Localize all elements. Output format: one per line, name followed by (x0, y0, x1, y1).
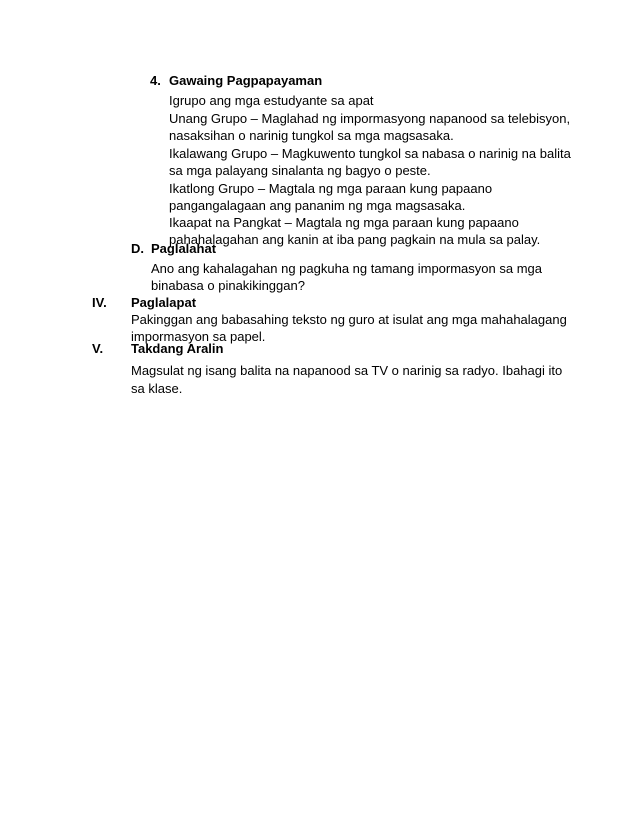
body-line: impormasyon sa papel. (131, 329, 266, 344)
body-line: Magsulat ng isang balita na napanood sa TV o narinig sa radyo. Ibahagi ito (131, 363, 563, 378)
body-line: binabasa o pinakikinggan? (151, 278, 305, 293)
body-line: Unang Grupo – Maglahad ng impormasyong napanood sa telebisyon, (169, 111, 571, 126)
body-line: pahahalagahan ang kanin at iba pang pagkain na mula sa palay. (169, 232, 541, 247)
section-heading: Takdang Aralin (131, 341, 224, 356)
roman-numeral: IV. (92, 295, 107, 310)
body-line: Pakinggan ang babasahing teksto ng guro at isulat ang mga mahahalagang (131, 312, 567, 327)
roman-numeral: V. (92, 341, 104, 356)
section-heading: Gawaing Pagpapayaman (169, 73, 323, 88)
section-heading: Paglalapat (131, 295, 197, 310)
body-line: sa mga palayang sinalanta ng bagyo o peste. (169, 163, 431, 178)
item-number: 4. (150, 73, 161, 88)
body-line: Ikatlong Grupo – Magtala ng mga paraan kung papaano (169, 181, 493, 196)
body-line: sa klase. (131, 381, 183, 396)
body-line: Ikaapat na Pangkat – Magtala ng mga paraan kung papaano (169, 215, 519, 230)
body-line: pangangalagaan ang pananim ng mga magsasaka. (169, 198, 466, 213)
section-heading: Paglalahat (151, 241, 217, 256)
body-line: nasaksihan o narinig tungkol sa mga magsasaka. (169, 128, 454, 143)
body-line: Ikalawang Grupo – Magkuwento tungkol sa nabasa o narinig na balita (169, 146, 571, 161)
body-line: Igrupo ang mga estudyante sa apat (169, 93, 374, 108)
item-letter: D. (131, 241, 144, 256)
body-line: Ano ang kahalagahan ng pagkuha ng tamang impormasyon sa mga (151, 261, 542, 276)
